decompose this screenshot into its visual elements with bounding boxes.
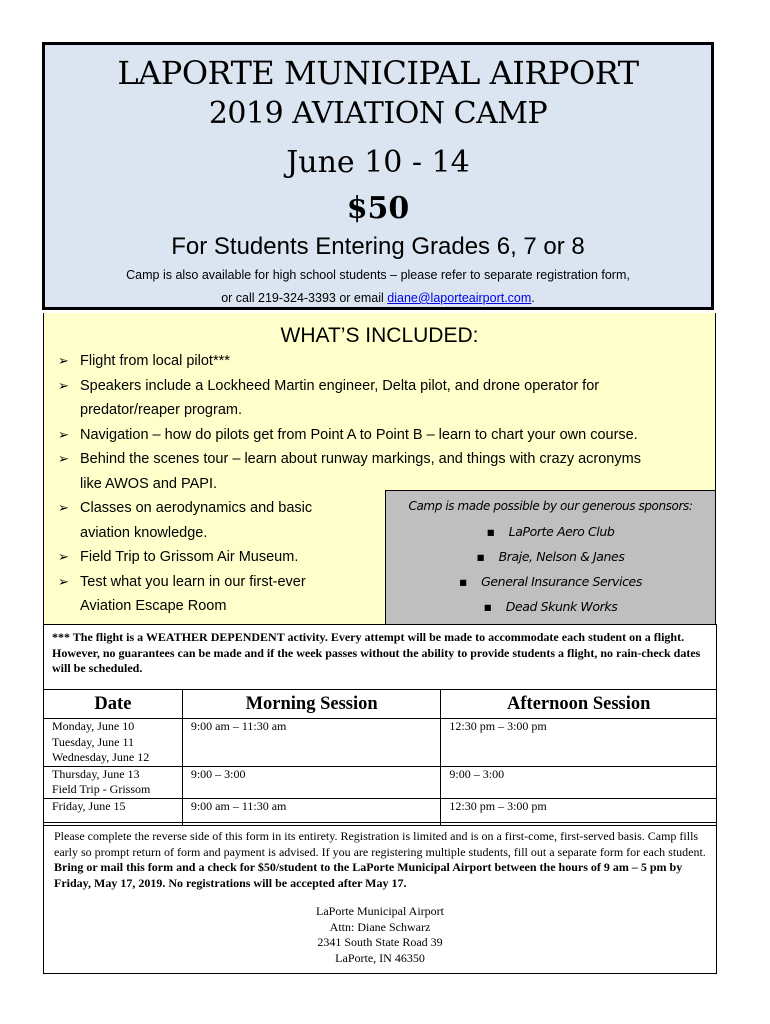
- sponsor-name: General Insurance Services: [481, 574, 642, 589]
- camp-dates: June 10 - 14: [286, 145, 470, 180]
- whats-included-title: WHAT’S INCLUDED:: [280, 324, 479, 347]
- square-bullet-icon: ▪: [476, 549, 485, 564]
- email-link[interactable]: diane@laporteairport.com: [387, 291, 532, 305]
- included-item-text: Flight from local pilot***: [80, 353, 230, 369]
- mailing-address: [54, 904, 706, 966]
- address-line: 2341 South State Road 39: [317, 935, 443, 949]
- address-line: LaPorte, IN 46350: [335, 950, 425, 965]
- sponsor-item: [386, 574, 715, 589]
- sponsor-item: [386, 524, 715, 539]
- square-bullet-icon: ▪: [486, 524, 495, 539]
- registration-instructions: [54, 829, 706, 891]
- airport-title: LAPORTE MUNICIPAL AIRPORT: [117, 54, 639, 92]
- afternoon-column-header: Afternoon Session: [441, 690, 717, 719]
- date-column-header: Date: [44, 690, 183, 719]
- sponsor-name: LaPorte Aero Club: [508, 524, 615, 539]
- camp-price: $50: [346, 191, 410, 226]
- contact-suffix: .: [531, 291, 535, 305]
- morning-cell: 9:00 am – 11:30 am: [182, 719, 441, 767]
- camp-header: [42, 42, 714, 310]
- sponsors-box: [385, 490, 716, 625]
- arrowhead-bullet-icon: ➢: [58, 451, 69, 466]
- schedule-header-row: [44, 690, 717, 719]
- camp-audience: For Students Entering Grades 6, 7 or 8: [171, 233, 585, 260]
- included-item-text: Aviation Escape Room: [80, 598, 227, 614]
- included-item-text: Test what you learn in our first-ever: [80, 573, 306, 590]
- sponsors-heading: Camp is made possible by our generous sponsors:: [408, 499, 693, 513]
- table-row: [44, 719, 717, 767]
- included-item-text: Classes on aerodynamics and basic: [80, 500, 313, 516]
- camp-title: 2019 AVIATION CAMP: [208, 96, 548, 131]
- date-line: Tuesday, June 11: [52, 734, 135, 749]
- address-line: LaPorte Municipal Airport: [316, 904, 444, 918]
- included-item-text: Behind the scenes tour – learn about runway markings, and things with crazy acronyms: [80, 451, 641, 467]
- morning-cell: 9:00 am – 11:30 am: [182, 798, 441, 825]
- arrowhead-bullet-icon: ➢: [58, 377, 69, 393]
- sponsor-item: [386, 549, 715, 564]
- arrowhead-bullet-icon: ➢: [58, 353, 69, 368]
- square-bullet-icon: ▪: [459, 574, 468, 589]
- morning-cell: 9:00 – 3:00: [182, 766, 441, 798]
- high-school-note: Camp is also available for high school students – please refer to separate registration form,: [126, 268, 630, 282]
- included-item-text: aviation knowledge.: [80, 524, 208, 541]
- afternoon-cell: 9:00 – 3:00: [441, 766, 717, 798]
- arrowhead-bullet-icon: ➢: [58, 573, 69, 589]
- date-cell: [44, 766, 183, 798]
- address-line: Attn: Diane Schwarz: [329, 919, 431, 934]
- morning-column-header: Morning Session: [182, 690, 441, 719]
- included-item-text: like AWOS and PAPI.: [80, 475, 217, 492]
- sponsor-name: Braje, Nelson & Janes: [498, 549, 625, 564]
- sponsor-item: [386, 599, 715, 614]
- date-line: Thursday, June 13: [52, 766, 140, 781]
- contact-prefix: or call 219-324-3393 or email: [221, 291, 388, 305]
- afternoon-cell: 12:30 pm – 3:00 pm: [441, 719, 717, 767]
- registration-text: Please complete the reverse side of this form in its entirety. Registration is limited and is on a first-come, first-served basis. Camp fills early so prompt return of form and payment is advised. If you are registering multiple students, fill out a separate form for each student.: [54, 829, 706, 859]
- arrowhead-bullet-icon: ➢: [58, 500, 69, 515]
- date-line: Friday, June 15: [52, 798, 126, 813]
- flight-weather-note: *** The flight is a WEATHER DEPENDENT activity. Every attempt will be made to accommodate each student on a flight. However, no guarantees can be made and if the week passes without the ability to provide students a flight, no rain-check dates will be scheduled.: [43, 624, 717, 690]
- registration-info: [43, 822, 717, 974]
- included-item-text: Speakers include a Lockheed Martin engineer, Delta pilot, and drone operator for: [80, 377, 600, 394]
- date-line: Field Trip - Grissom: [52, 782, 151, 796]
- table-row: [44, 798, 717, 825]
- arrowhead-bullet-icon: ➢: [58, 549, 69, 564]
- contact-line: [45, 290, 711, 306]
- included-item-text: predator/reaper program.: [80, 402, 242, 418]
- included-item-text: Field Trip to Grissom Air Museum.: [80, 549, 299, 565]
- afternoon-cell: 12:30 pm – 3:00 pm: [441, 798, 717, 825]
- table-row: [44, 766, 717, 798]
- included-item-text: Navigation – how do pilots get from Point A to Point B – learn to chart your own course.: [80, 426, 638, 443]
- registration-deadline: Bring or mail this form and a check for $50/student to the LaPorte Municipal Airport between the hours of 9 am – 5 pm by Friday, May 17, 2019. No registrations will be accepted after May 17.: [54, 860, 683, 890]
- square-bullet-icon: ▪: [483, 599, 492, 614]
- schedule-table: [43, 689, 717, 826]
- sponsor-name: Dead Skunk Works: [505, 599, 618, 614]
- date-line: Wednesday, June 12: [52, 750, 150, 764]
- date-cell: [44, 798, 183, 825]
- date-line: Monday, June 10: [52, 719, 135, 733]
- arrowhead-bullet-icon: ➢: [58, 426, 69, 442]
- date-cell: [44, 719, 183, 767]
